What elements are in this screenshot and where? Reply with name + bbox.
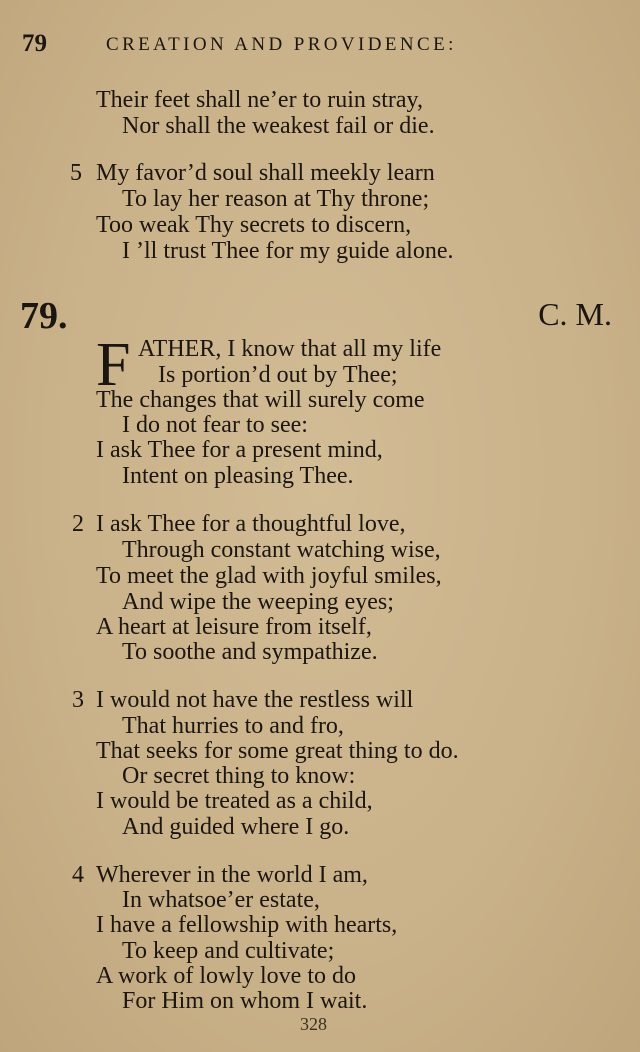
verse-line: Through constant watching wise, <box>122 537 441 563</box>
drop-cap: F <box>96 331 131 399</box>
prev-hymn-line: Their feet shall ne’er to ruin stray, <box>96 87 423 113</box>
verse-line: Too weak Thy secrets to discern, <box>96 212 412 238</box>
verse-line: That seeks for some great thing to do. <box>96 738 459 764</box>
verse-line: I ask Thee for a thoughtful love, <box>96 511 406 537</box>
verse-line: The changes that will surely come <box>96 387 425 413</box>
prev-hymn-line: Nor shall the weakest fail or die. <box>122 113 435 139</box>
verse-number: 2 <box>72 511 84 537</box>
verse-line: A work of lowly love to do <box>96 963 356 989</box>
verse-number: 3 <box>72 687 84 713</box>
verse-line: I ’ll trust Thee for my guide alone. <box>122 238 454 264</box>
verse-line: And wipe the weeping eyes; <box>122 589 394 615</box>
verse-line: To soothe and sympathize. <box>122 639 378 665</box>
verse-line: ATHER, I know that all my life <box>138 336 442 362</box>
verse-line: I have a fellowship with hearts, <box>96 912 398 938</box>
header-hymn-number: 79 <box>22 30 47 57</box>
page-number: 328 <box>300 1014 327 1034</box>
verse-line: Intent on pleasing Thee. <box>122 463 354 489</box>
verse-line: My favor’d soul shall meekly learn <box>96 160 435 186</box>
hymn-meter: C. M. <box>538 296 612 332</box>
running-title: CREATION AND PROVIDENCE: <box>106 34 457 55</box>
verse-line: I would be treated as a child, <box>96 788 373 814</box>
running-header <box>22 30 620 60</box>
verse-number: 5 <box>70 160 82 186</box>
verse-line: Or secret thing to know: <box>122 763 356 789</box>
verse-number: 4 <box>72 862 84 888</box>
verse-line: I would not have the restless will <box>96 687 414 713</box>
verse-line: To lay her reason at Thy throne; <box>122 186 430 212</box>
verse-line: A heart at leisure from itself, <box>96 614 372 640</box>
hymn-number: 79. <box>20 295 68 337</box>
verse-line: Is portion’d out by Thee; <box>158 362 398 388</box>
verse-line: For Him on whom I wait. <box>122 988 368 1014</box>
verse-line: I do not fear to see: <box>122 412 308 438</box>
verse-line: That hurries to and fro, <box>122 713 344 739</box>
verse-line: In whatsoe’er estate, <box>122 887 320 913</box>
verse-line: And guided where I go. <box>122 814 350 840</box>
verse-line: To keep and cultivate; <box>122 938 335 964</box>
verse-line: I ask Thee for a present mind, <box>96 437 383 463</box>
verse-line: To meet the glad with joyful smiles, <box>96 563 442 589</box>
verse-line: Wherever in the world I am, <box>96 862 368 888</box>
